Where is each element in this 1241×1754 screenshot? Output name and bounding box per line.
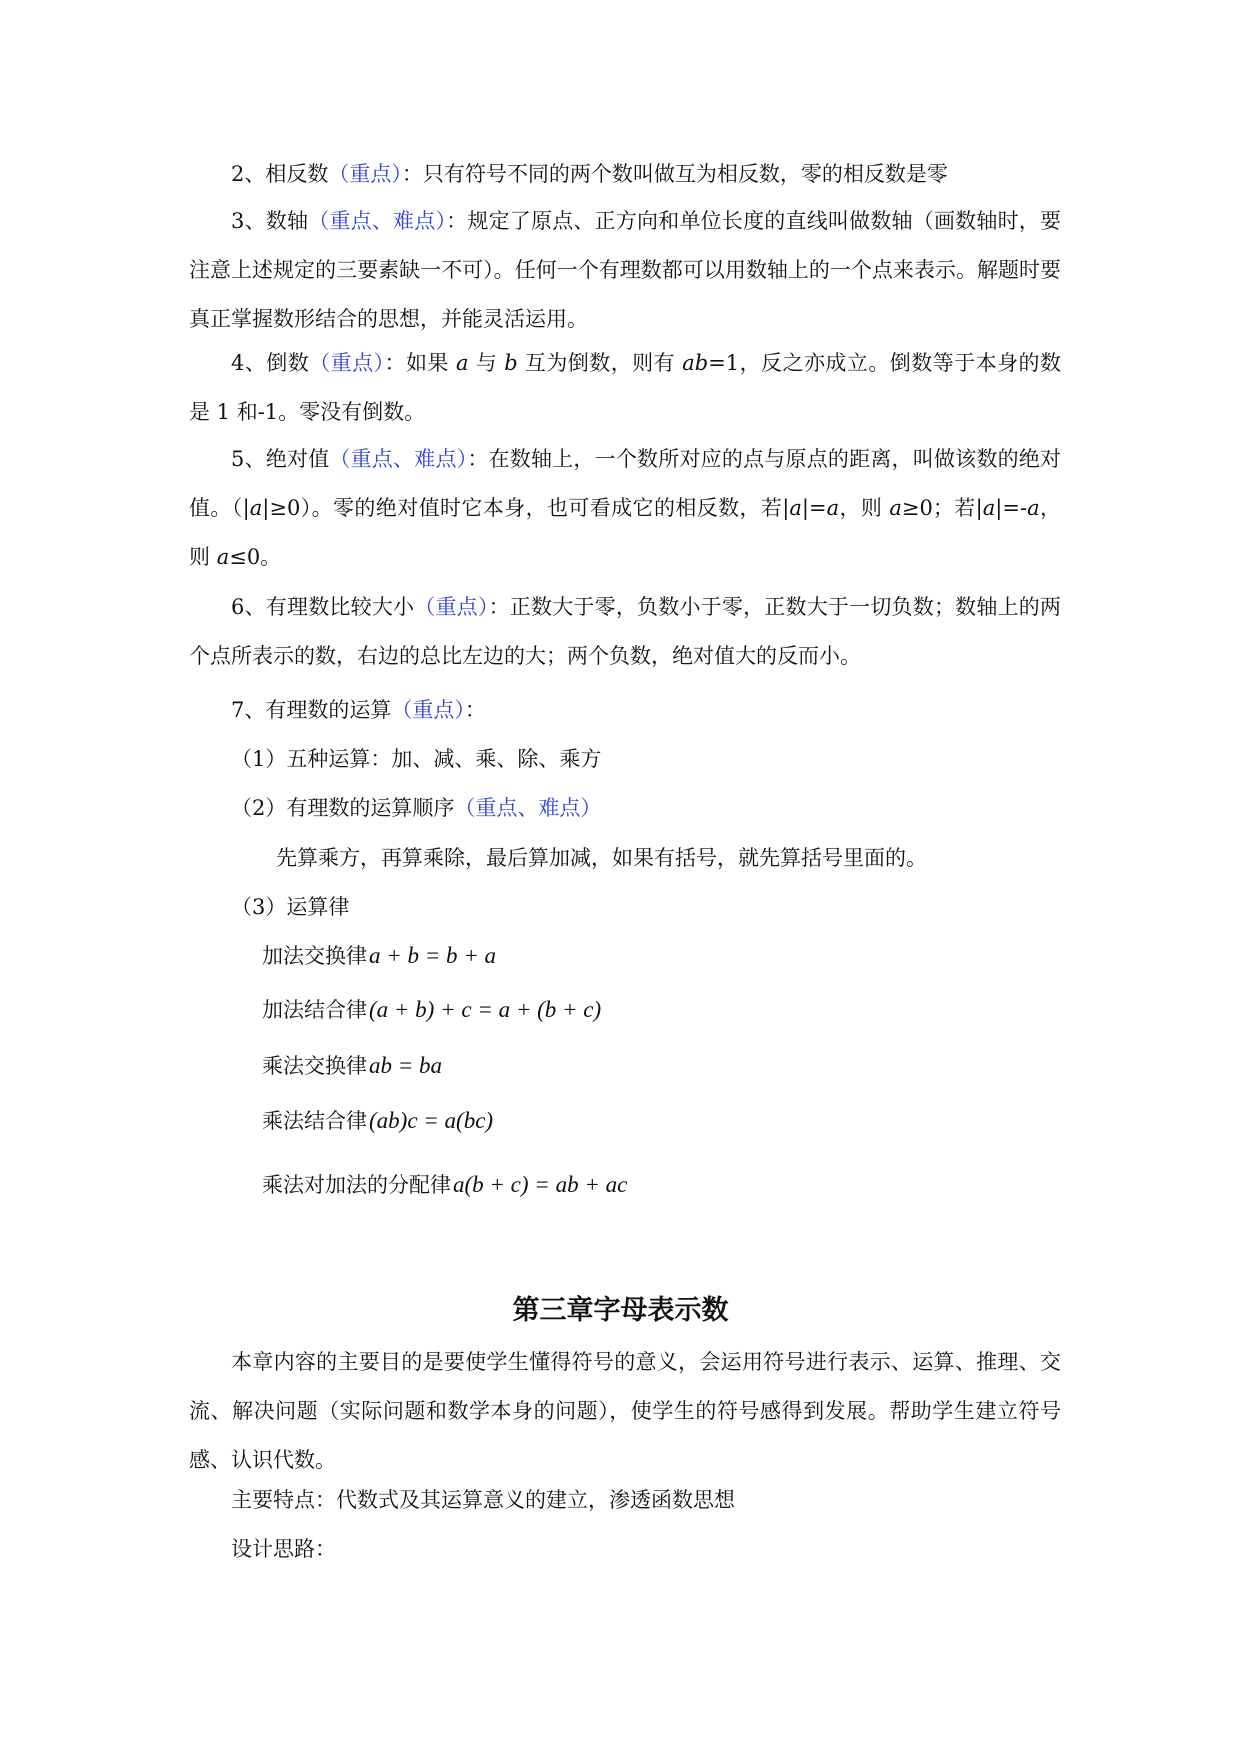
item-text: ≤0。	[229, 545, 282, 569]
item-absolute-value	[189, 435, 1061, 582]
law-label: 加法交换律	[262, 944, 367, 968]
variable: a	[249, 496, 263, 520]
law-label: 加法结合律	[262, 998, 367, 1022]
emphasis-tag: （重点）	[414, 595, 489, 619]
law-commutative-addition	[262, 941, 496, 971]
item-text: ：如果	[384, 351, 457, 375]
sub-item-operation-order	[231, 793, 601, 823]
variable: ab	[682, 351, 709, 375]
law-formula: a + b = b + a	[369, 943, 497, 968]
item-text: 互为倒数，则有	[517, 351, 683, 375]
law-formula: ab = ba	[369, 1053, 443, 1078]
law-commutative-multiplication	[262, 1051, 442, 1081]
item-text: |≥0）。零的绝对值时它本身，也可看成它的相反数，若|	[262, 496, 790, 520]
sub-item-text: （2）有理数的运算顺序	[231, 796, 455, 820]
emphasis-tag: （重点、难点）	[329, 447, 468, 471]
chapter-title: 第三章字母表示数	[512, 1295, 729, 1326]
item-number: 5、绝对值	[231, 447, 330, 471]
chapter-intro: 本章内容的主要目的是要使学生懂得符号的意义，会运用符号进行表示、运算、推理、交流、解决问题（实际问题和数学本身的问题），使学生的符号感得到发展。帮助学生建立符号感、认识代数。	[189, 1350, 1061, 1472]
law-formula: a(b + c) = ab + ac	[453, 1172, 628, 1197]
item-text: |=	[801, 496, 827, 520]
item-compare-rationals	[189, 583, 1061, 681]
item-number: 6、有理数比较大小	[231, 595, 415, 619]
variable: a	[982, 496, 996, 520]
item-number: 7、有理数的运算	[231, 698, 392, 722]
item-text: |=-	[995, 496, 1028, 520]
variable: a	[789, 496, 802, 520]
emphasis-tag: （重点）	[309, 351, 385, 375]
emphasis-tag: （重点）	[328, 162, 402, 186]
law-distributive	[262, 1170, 627, 1200]
variable: a	[826, 496, 840, 520]
item-text: ≥0；若|	[901, 496, 983, 520]
variable: a	[456, 351, 469, 375]
variable: a	[216, 545, 230, 569]
law-label: 乘法对加法的分配律	[262, 1173, 451, 1197]
item-rational-operations	[231, 695, 486, 725]
emphasis-tag: （重点）	[391, 698, 465, 722]
law-label: 乘法结合律	[262, 1109, 367, 1133]
item-text: =1，反之亦成立。倒数等于本身的数是 1 和-1。零没有倒数。	[189, 351, 1061, 424]
emphasis-tag: （重点、难点）	[308, 209, 447, 233]
item-text: ：只有符号不同的两个数叫做互为相反数，零的相反数是零	[401, 162, 948, 186]
operation-order-rule: 先算乘方，再算乘除，最后算加减，如果有括号，就先算括号里面的。	[276, 846, 927, 870]
item-reciprocal	[189, 339, 1061, 437]
item-text: 与	[468, 351, 505, 375]
law-formula: (a + b) + c = a + (b + c)	[369, 997, 602, 1022]
law-associative-multiplication	[262, 1106, 493, 1136]
emphasis-tag: （重点、难点）	[454, 796, 602, 820]
law-label: 乘法交换律	[262, 1054, 367, 1078]
item-text: ：规定了原点、正方向和单位长度的直线叫做数轴（画数轴时，要注意上述规定的三要素缺一不可）。任何一个有理数都可以用数轴上的一个点来表示。解题时要真正掌握数形结合的思想，并能灵活运用。	[189, 209, 1062, 331]
chapter-feature: 主要特点：代数式及其运算意义的建立，渗透函数思想	[231, 1488, 735, 1512]
item-number: 3、数轴	[231, 209, 309, 233]
item-number-line	[189, 197, 1061, 344]
variable: b	[504, 351, 518, 375]
law-associative-addition	[262, 995, 601, 1025]
variable: a	[889, 496, 902, 520]
item-text: ：在数轴上，一个数所对应的点与原点的距离，叫做该数的绝对值。（|	[189, 447, 1061, 520]
item-opposite-numbers	[189, 150, 1061, 199]
sub-item-operation-laws: （3）运算律	[231, 895, 350, 919]
item-text: ，则	[189, 496, 1061, 569]
item-number: 4、倒数	[231, 351, 310, 375]
variable: a	[1027, 496, 1040, 520]
item-text: ，则	[839, 496, 890, 520]
item-text: ：正数大于零，负数小于零，正数大于一切负数；数轴上的两个点所表示的数，右边的总比左边的大；两个负数，绝对值大的反而小。	[189, 595, 1062, 668]
chapter-design-approach: 设计思路：	[231, 1537, 336, 1561]
law-formula: (ab)c = a(bc)	[369, 1108, 494, 1133]
sub-item-five-operations: （1）五种运算：加、减、乘、除、乘方	[231, 747, 602, 771]
item-number: 2、相反数	[231, 162, 329, 186]
item-text: ：	[464, 698, 486, 722]
